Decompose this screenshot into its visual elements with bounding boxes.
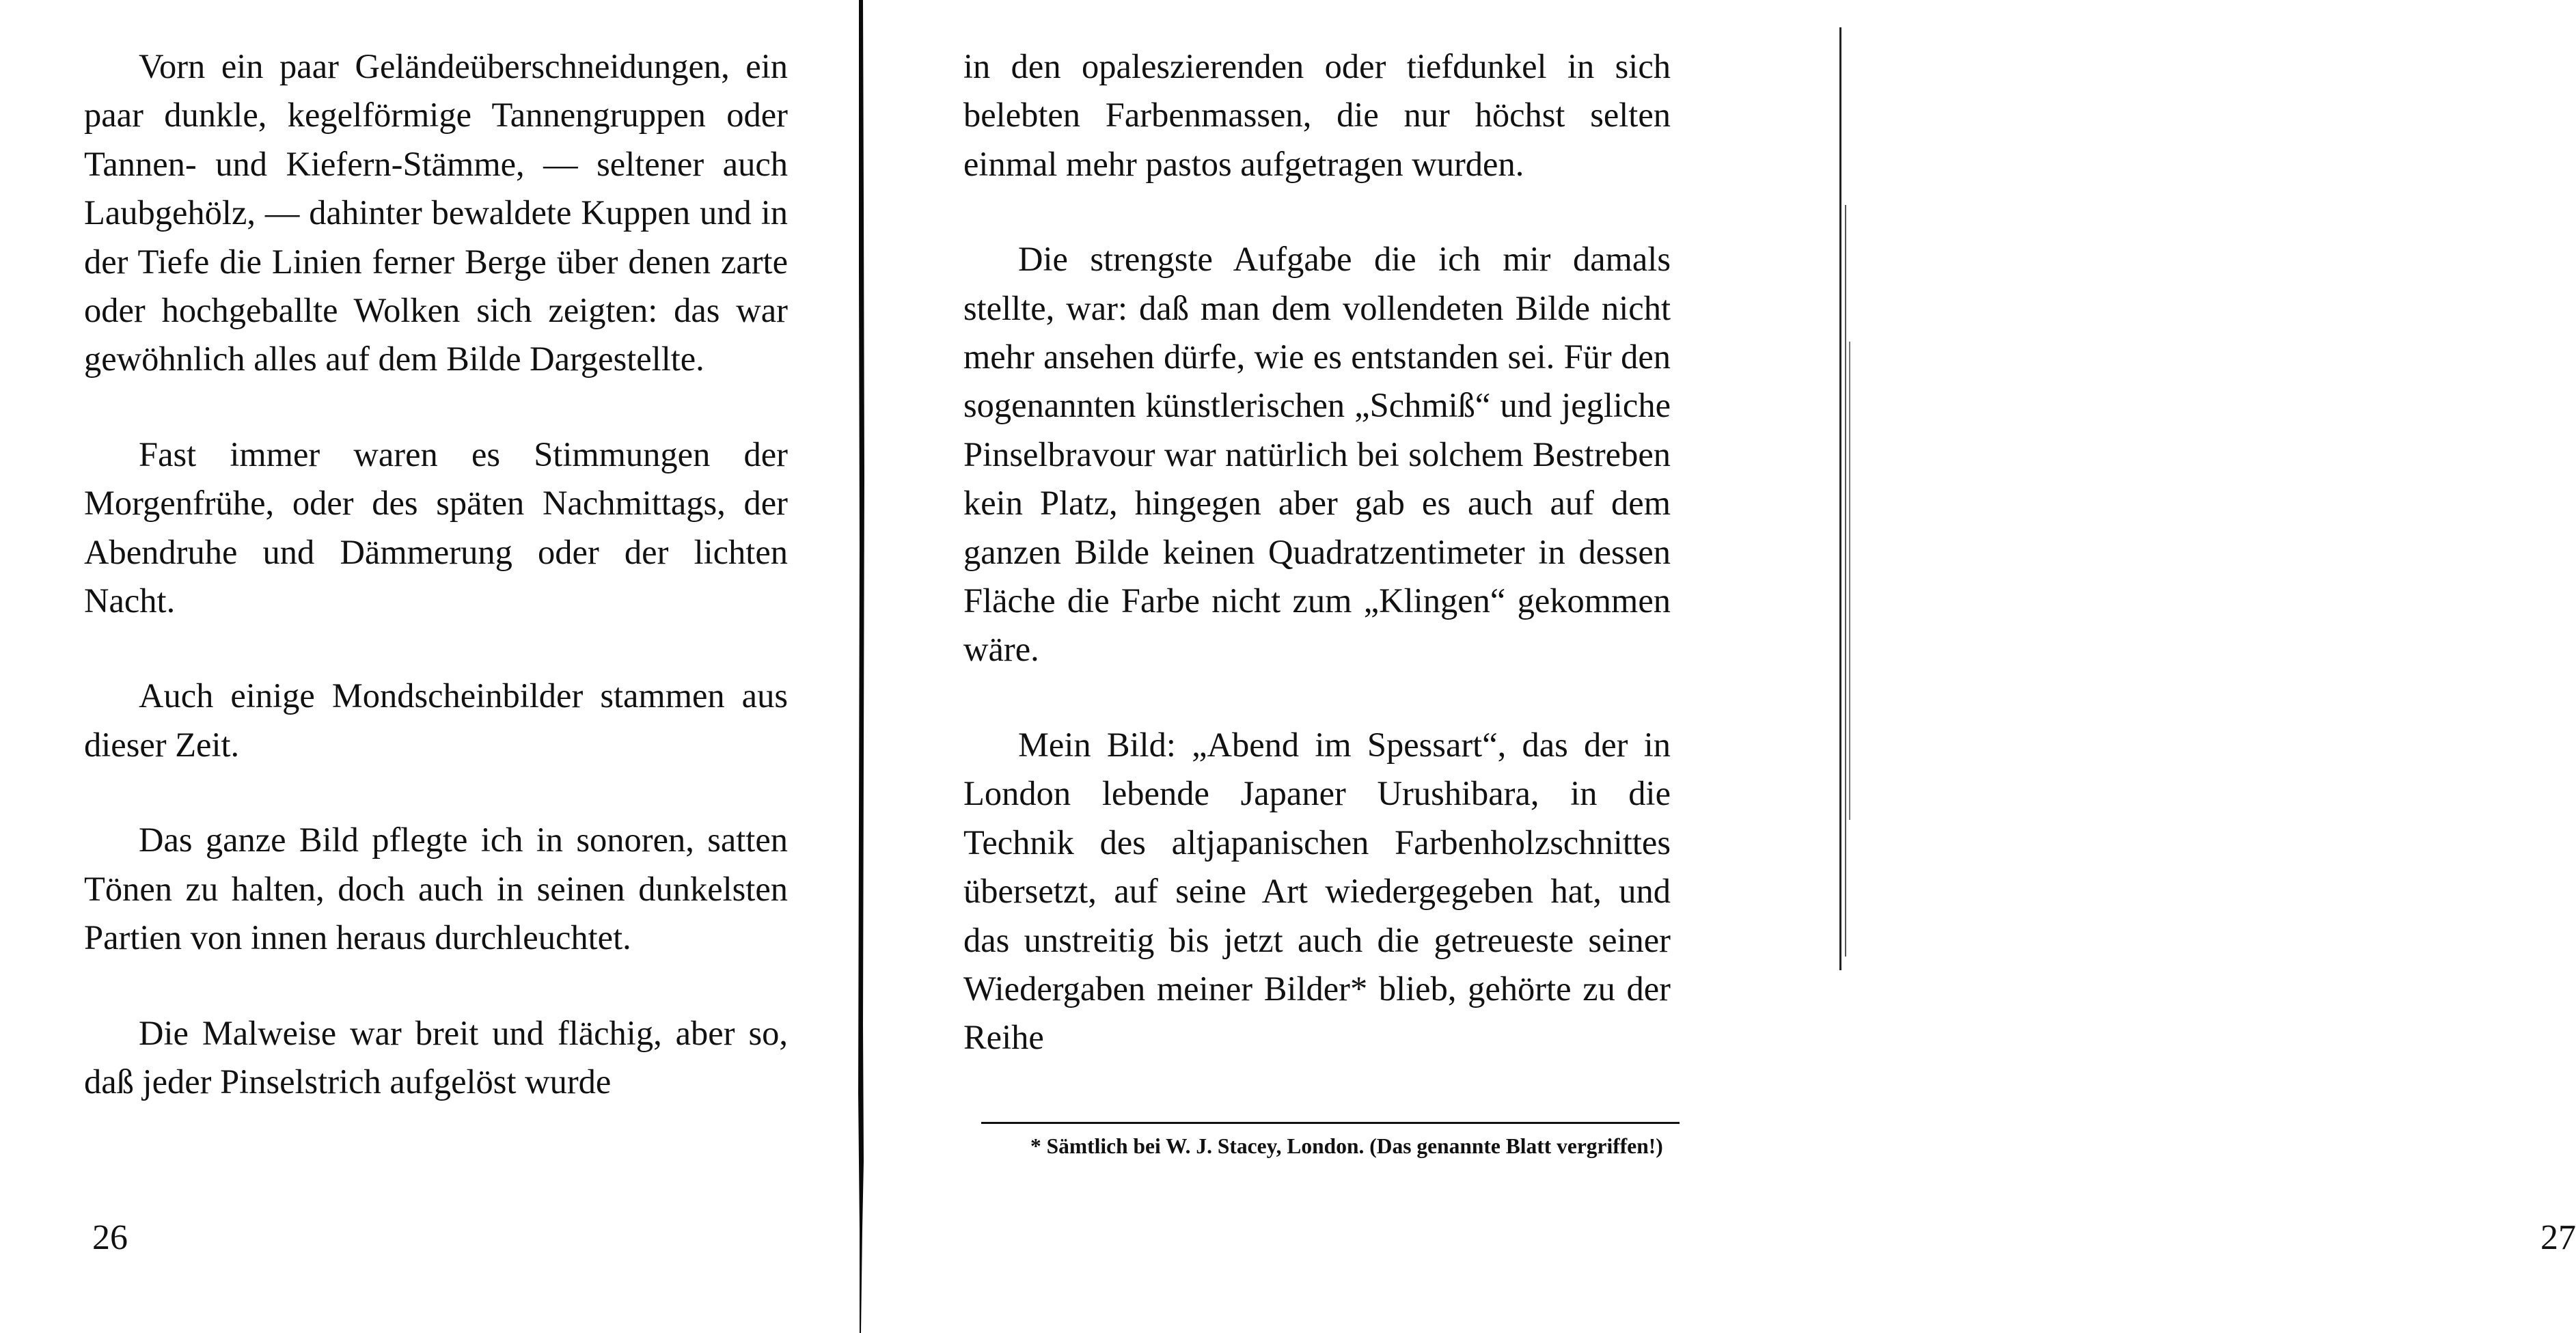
paragraph: Vorn ein paar Geländeüberschneidungen, ein paar dunkle, kegelförmige Tannengruppen oder Tannen- und Kiefern-Stämme, — seltener auch Laubgehölz, — dahinter bewaldete Kuppen und in der Tiefe die Linien ferner Berge über denen zarte oder hochgeballte Wolken sich zeigten: das war gewöhnlich alles auf dem Bilde Dargestellte.	[84, 47, 788, 379]
left-page-text	[84, 42, 788, 1106]
page-number: 27	[2540, 1218, 2576, 1257]
right-page-text	[963, 42, 1671, 1062]
paragraph: Fast immer waren es Stimmungen der Morgenfrühe, oder des späten Nachmittags, der Abendruhe und Dämmerung oder der lichten Nacht.	[84, 435, 788, 620]
footnote-rule	[981, 1122, 1680, 1124]
paragraph: in den opaleszierenden oder tiefdunkel in sich belebten Farbenmassen, die nur höchst selten einmal mehr pastos aufgetragen wurden.	[963, 47, 1671, 183]
paragraph: Mein Bild: „Abend im Spessart“, das der in London lebende Japaner Urushibara, in die Technik des altjapanischen Farbenholzschnittes übersetzt, auf seine Art wiedergegeben hat, und das unstreitig bis jetzt auch die getreueste seiner Wiedergaben meiner Bilder* blieb, gehörte zu der Reihe	[963, 725, 1671, 1057]
paragraph: Die Malweise war breit und flächig, aber so, daß jeder Pinselstrich aufgelöst wurde	[84, 1013, 788, 1101]
paragraph: Das ganze Bild pflegte ich in sonoren, satten Tönen zu halten, doch auch in seinen dunkelsten Partien von innen heraus durchleuchtet.	[84, 821, 788, 957]
paragraph: Auch einige Mondscheinbilder stammen aus dieser Zeit.	[84, 676, 788, 764]
book-gutter	[855, 0, 869, 1333]
left-page	[0, 0, 868, 1333]
paragraph: Die strengste Aufgabe die ich mir damals stellte, war: daß man dem vollendeten Bilde nicht mehr ansehen dürfe, wie es entstanden sei. Für den sogenannten künstlerischen „Schmiß“ und jegliche Pinselbravour war natürlich bei solchem Bestreben kein Platz, hingegen aber gab es auch auf dem ganzen Bilde keinen Quadratzentimeter in dessen Fläche die Farbe nicht zum „Klingen“ gekommen wäre.	[963, 240, 1671, 669]
page-edge-shadow	[1835, 0, 1852, 1333]
page-number: 26	[92, 1218, 128, 1257]
footnote: * Sämtlich bei W. J. Stacey, London. (Das genannte Blatt vergriffen!)	[1030, 1134, 1663, 1158]
